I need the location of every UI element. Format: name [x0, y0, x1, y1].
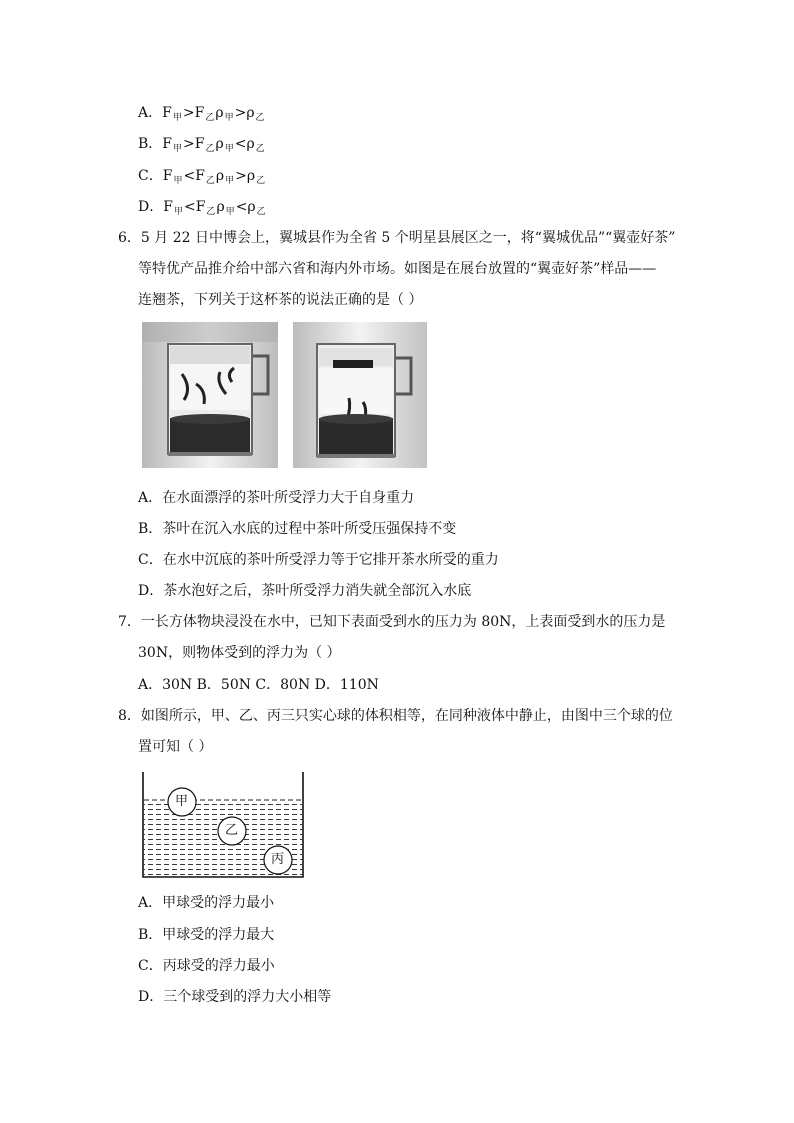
q6-option-d: D．茶水泡好之后，茶叶所受浮力消失就全部沉入水底 [138, 583, 472, 599]
q8-option-d: D．三个球受到的浮力大小相等 [138, 989, 332, 1005]
q8-option-c: C．丙球受的浮力最小 [138, 958, 275, 974]
q5-option-b: B．$F_甲>F_乙\rho_甲<\rho_乙$ [138, 136, 265, 154]
q8-stem-line2: 置可知（ ） [138, 739, 213, 755]
q7-stem-line1: 7．一长方体物块浸没在水中，已知下表面受到水的压力为 80N，上表面受到水的压力是 [118, 614, 666, 630]
liquid-container-diagram [140, 772, 306, 880]
ball-bing-label: 丙 [271, 852, 285, 867]
q7-options: A．30N B．50N C．80N D．110N [138, 677, 379, 693]
q7-stem-line2: 30N，则物体受到的浮力为（ ） [138, 645, 341, 661]
tea-cup-photo-left [142, 322, 278, 468]
q6-option-b: B．茶叶在沉入水底的过程中茶叶所受压强保持不变 [138, 521, 457, 537]
q5-option-c: C．$F_甲<F_乙\rho_甲>\rho_乙$ [138, 168, 266, 186]
q5-option-a: A．$F_甲>F_乙\rho_甲>\rho_乙$ [138, 105, 265, 123]
ball-yi-label: 乙 [225, 823, 239, 838]
q6-option-c: C．在水中沉底的茶叶所受浮力等于它排开茶水所受的重力 [138, 552, 499, 568]
q6-option-a: A．在水面漂浮的茶叶所受浮力大于自身重力 [138, 490, 415, 506]
q8-stem-line1: 8．如图所示，甲、乙、丙三只实心球的体积相等，在同种液体中静止，由图中三个球的位 [118, 708, 673, 724]
q6-stem-line1: 6．5 月 22 日中博会上，翼城县作为全省 5 个明星县展区之一，将“翼城优品”“翼壶好茶” [118, 230, 676, 246]
q6-stem-line2: 等特优产品推介给中部六省和海内外市场。如图是在展台放置的“翼壶好茶”样品—— [138, 261, 657, 277]
tea-cup-photo-right [293, 322, 427, 468]
q6-stem-line3: 连翘茶，下列关于这杯茶的说法正确的是（ ） [138, 292, 423, 308]
ball-jia-label: 甲 [175, 794, 189, 809]
q5-option-d: D．$F_甲<F_乙\rho_甲<\rho_乙$ [138, 199, 266, 217]
q8-option-a: A．甲球受的浮力最小 [138, 895, 275, 911]
q8-option-b: B．甲球受的浮力最大 [138, 927, 275, 943]
